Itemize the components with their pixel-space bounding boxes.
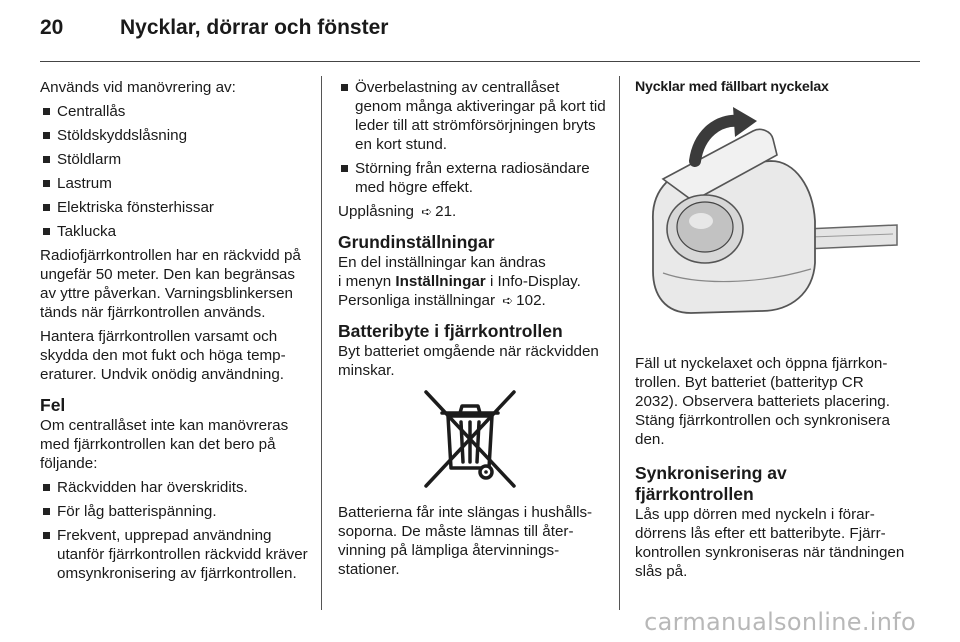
column-1 [40, 78, 308, 588]
care-paragraph: Hantera fjärrkontrollen varsamt och skydda den mot fukt och höga temperaturer. Undvik onödig användning. [40, 328, 286, 383]
reference-arrow-icon: ➪ [421, 204, 433, 219]
unlock-reference [338, 202, 606, 221]
reference-arrow-icon: ➪ [502, 293, 514, 308]
page-number: 20 [40, 16, 64, 39]
list-item: Störning från externa radiosändare med högre effekt. [338, 159, 606, 197]
folding-key-illustration [635, 103, 903, 331]
basic-line-1: En del inställningar kan ändras [338, 254, 546, 271]
list-item: Stöldskyddslåsning [40, 126, 308, 145]
unlock-ref-label: Upplåsning [338, 203, 414, 220]
fault-list [40, 478, 308, 583]
page-header [0, 0, 960, 62]
range-paragraph: Radiofjärrkontrollen har en räckvidd på ungefär 50 meter. Den kan begränsas av yttre påverkan. Varningsblinkersen tänds när fjärrkontrollen används. [40, 247, 301, 321]
usage-intro: Används vid manövrering av: [40, 79, 236, 96]
sync-heading: Synkronisering av fjärrkontrollen [635, 463, 787, 504]
list-item: Lastrum [40, 174, 308, 193]
fold-key-paragraph: Fäll ut nyckelaxet och öppna fjärrkontrollen. Byt batteriet (batterityp CR 2032). Observera batteriets placering. Stäng fjärrkontrollen och synkronisera den. [635, 355, 890, 448]
battery-intro: Byt batteriet omgående när räckvidden minskar. [338, 343, 599, 379]
column-3 [635, 78, 910, 586]
fold-key-heading: Nycklar med fällbart nyckelax [635, 79, 829, 95]
list-item: Räckvidden har överskridits. [40, 478, 308, 497]
list-item: Taklucka [40, 222, 308, 241]
list-item: Elektriska fönsterhissar [40, 198, 308, 217]
column-divider-1 [321, 76, 322, 610]
basic-line-2-pre: i menyn [338, 273, 392, 290]
sync-paragraph: Lås upp dörren med nyckeln i förardörrens lås efter ett batteribyte. Fjärrkontrollen synkroniseras när tändningen slås på. [635, 506, 905, 580]
disposal-paragraph: Batterierna får inte slängas i hushållssoporna. De måste lämnas till återvinning på lämpliga återvinningsstationer. [338, 504, 593, 578]
crossed-out-wheelie-bin-icon [414, 386, 526, 490]
list-item: Frekvent, upprepad användning utanför fjärrkontrollen räckvidd kräver omsynkronisering av fjärrkontrollen. [40, 526, 308, 583]
page-title: Nycklar, dörrar och fönster [120, 16, 389, 39]
basic-line-2-post: i Info-Display. [489, 273, 581, 290]
watermark: carmanualsonline.info [644, 608, 916, 636]
crossed-bin-figure [338, 386, 606, 495]
fold-key-figure [635, 103, 910, 336]
battery-heading: Batteribyte i fjärrkontrollen [338, 321, 563, 341]
header-rule [40, 61, 920, 62]
settings-menu-name: Inställningar [395, 273, 486, 290]
personal-settings-label: Personliga inställningar [338, 292, 496, 309]
personal-settings-page[interactable]: 102. [516, 292, 546, 309]
list-item: Centrallås [40, 102, 308, 121]
usage-list [40, 102, 308, 241]
fault-list-continued [338, 78, 606, 197]
list-item: För låg batterispänning. [40, 502, 308, 521]
unlock-ref-page[interactable]: 21. [435, 203, 457, 220]
list-item: Överbelastning av centrallåset genom många aktiveringar på kort tid leder till att strömförsörjningen bryts en kort stund. [338, 78, 606, 154]
basic-settings-heading: Grundinställningar [338, 232, 495, 252]
fault-heading: Fel [40, 395, 66, 415]
fault-intro: Om centrallåset inte kan manövreras med fjärrkontrollen kan det bero på följande: [40, 417, 289, 472]
column-divider-2 [619, 76, 620, 610]
list-item: Stöldlarm [40, 150, 308, 169]
column-2 [338, 78, 606, 584]
basic-settings-text [338, 253, 606, 310]
